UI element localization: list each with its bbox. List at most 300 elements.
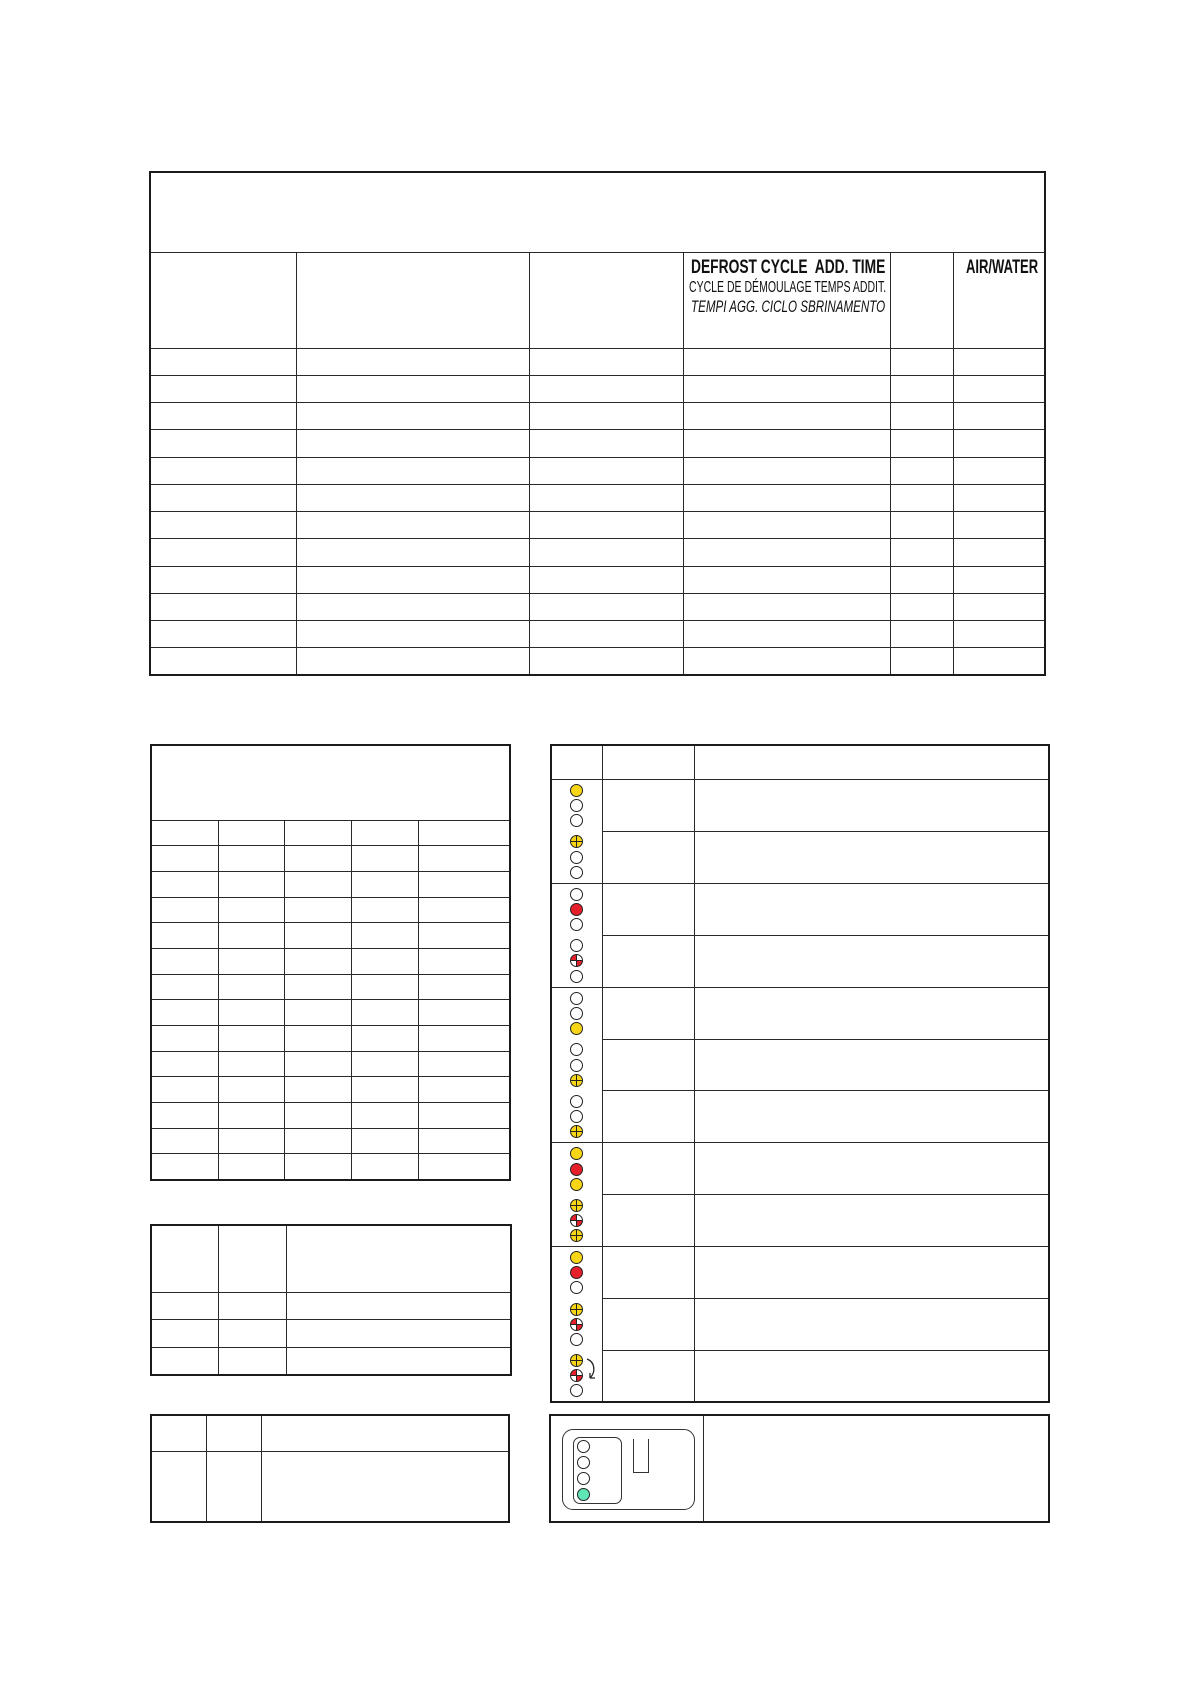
air-water-label: AIR/WATER (965, 256, 1038, 278)
defrost-time-table (149, 171, 1046, 676)
table-cell (151, 1128, 219, 1154)
table-cell (890, 539, 953, 566)
defrost-cycle-header-cell (683, 252, 890, 348)
table-cell (219, 948, 285, 974)
table-header-row (150, 252, 1045, 348)
table-cell (683, 512, 890, 539)
table-cell (285, 948, 352, 974)
table-row (150, 566, 1045, 593)
indicator-row (551, 1350, 1049, 1402)
table-cell (352, 974, 419, 1000)
air-water-header-cell (953, 252, 1045, 348)
table-cell (352, 948, 419, 974)
table-cell (419, 1026, 510, 1052)
table-cell (151, 1292, 219, 1320)
header-cell (287, 1225, 511, 1292)
table-cell (219, 1000, 285, 1026)
table-cell (151, 923, 219, 949)
table-cell (953, 512, 1045, 539)
table-cell (529, 403, 683, 430)
indicator-light-stack (552, 1299, 602, 1350)
parameter-table (150, 1224, 512, 1376)
defrost-title-it: TEMPI AGG. CICLO SBRINAMENTO (690, 296, 885, 316)
indicator-red-blinking-icon (570, 954, 583, 967)
indicator-row (551, 1299, 1049, 1351)
table-cell (352, 1077, 419, 1103)
table-cell (352, 923, 419, 949)
table-cell (890, 375, 953, 402)
table-cell (529, 539, 683, 566)
indicator-off-icon (570, 1059, 583, 1072)
air-water-header (954, 253, 1045, 348)
table-cell (683, 621, 890, 648)
table-cell (694, 1350, 1049, 1402)
table-cell (602, 780, 694, 832)
table-cell (285, 1154, 352, 1180)
indicator-yellow-blinking-icon (570, 1354, 583, 1367)
table-header-row (551, 745, 1049, 780)
table-cell (953, 621, 1045, 648)
table-cell (602, 1143, 694, 1195)
table-cell (219, 846, 285, 872)
table-cell (953, 348, 1045, 375)
indicator-red-blinking-icon (570, 1318, 583, 1331)
table-cell (419, 1154, 510, 1180)
indicator-red-icon (570, 903, 583, 916)
table-cell (890, 457, 953, 484)
table-cell (296, 621, 529, 648)
table-cell (219, 820, 285, 846)
table-cell (150, 484, 296, 511)
indicator-off-icon (577, 1456, 590, 1469)
table-cell (602, 1039, 694, 1091)
table-cell (703, 1415, 1049, 1522)
table-cell (285, 1103, 352, 1129)
table-cell (151, 1051, 219, 1077)
led-strip (573, 1437, 622, 1504)
table-row (151, 1026, 510, 1052)
table-cell (352, 1128, 419, 1154)
table-cell (694, 1091, 1049, 1143)
table-cell (419, 820, 510, 846)
table-cell (694, 780, 1049, 832)
alternating-arrow-icon (585, 1357, 597, 1381)
table-row (151, 1292, 511, 1320)
table-row (151, 1103, 510, 1129)
table-cell (419, 948, 510, 974)
slot-icon (633, 1439, 649, 1473)
indicator-off-icon (570, 992, 583, 1005)
table-cell (953, 593, 1045, 620)
option-table (150, 1414, 510, 1523)
table-row (550, 1415, 1049, 1522)
table-cell (953, 484, 1045, 511)
table-cell (285, 1077, 352, 1103)
indicator-light-group (552, 1143, 602, 1246)
indicator-light-group (552, 884, 602, 987)
indicator-yellow-blinking-icon (570, 835, 583, 848)
indicator-off-icon (570, 1007, 583, 1020)
table-cell (352, 1103, 419, 1129)
table-title-cell (150, 172, 1045, 252)
table-row (151, 820, 510, 846)
indicator-yellow-icon (570, 1178, 583, 1191)
table-cell (694, 1143, 1049, 1195)
table-cell (352, 1154, 419, 1180)
table-cell (602, 935, 694, 987)
table-cell (285, 897, 352, 923)
table-row (150, 593, 1045, 620)
table-cell (151, 871, 219, 897)
table-cell (296, 403, 529, 430)
table-cell (150, 430, 296, 457)
table-cell (890, 648, 953, 675)
air-water-label-box (966, 258, 1038, 278)
indicator-off-icon (570, 1095, 583, 1108)
indicator-red-icon (570, 1266, 583, 1279)
table-cell (953, 566, 1045, 593)
table-cell (151, 820, 219, 846)
indicator-light-group (552, 988, 602, 1143)
indicator-off-icon (570, 970, 583, 983)
table-cell (219, 1320, 287, 1348)
indicator-light-stack (552, 884, 602, 935)
indicator-row (551, 1091, 1049, 1143)
table-cell (150, 375, 296, 402)
table-cell (352, 1026, 419, 1052)
indicator-yellow-blinking-icon (570, 1074, 583, 1087)
table-cell (219, 923, 285, 949)
table-cell (262, 1451, 510, 1522)
indicator-light-stack (552, 1039, 602, 1091)
indicator-off-icon (570, 939, 583, 952)
table-cell (296, 484, 529, 511)
table-cell (419, 1128, 510, 1154)
indicator-light-stack (552, 831, 602, 882)
table-cell (529, 348, 683, 375)
indicator-off-icon (570, 866, 583, 879)
indicator-lights-cell (551, 1247, 602, 1403)
settings-table (150, 744, 511, 1181)
table-row (150, 348, 1045, 375)
table-cell (219, 974, 285, 1000)
header-cell (150, 252, 296, 348)
table-cell (296, 375, 529, 402)
indicator-light-group (552, 780, 602, 883)
indicator-light-group (552, 1247, 602, 1401)
table-cell (151, 1451, 207, 1522)
indicator-light-stack (552, 1350, 602, 1401)
control-panel-icon (562, 1429, 695, 1510)
table-cell (285, 820, 352, 846)
table-cell (419, 1103, 510, 1129)
table-cell (150, 403, 296, 430)
indicator-off-icon (577, 1440, 590, 1453)
table-cell (352, 897, 419, 923)
table-cell (352, 871, 419, 897)
table-cell (529, 621, 683, 648)
table-cell (352, 1000, 419, 1026)
indicator-off-icon (570, 851, 583, 864)
header-cell (296, 252, 529, 348)
table-cell (287, 1347, 511, 1375)
table-cell (151, 1103, 219, 1129)
table-cell (151, 1320, 219, 1348)
indicator-row (551, 1195, 1049, 1247)
table-cell (683, 484, 890, 511)
header-cell (262, 1415, 510, 1451)
table-cell (150, 539, 296, 566)
table-row (150, 539, 1045, 566)
table-header-row (151, 1225, 511, 1292)
table-cell (890, 430, 953, 457)
control-panel-table (549, 1414, 1050, 1523)
table-body (151, 1292, 511, 1375)
table-cell (529, 375, 683, 402)
defrost-title-fr-box (689, 279, 886, 297)
table-cell (694, 883, 1049, 935)
header-cell (151, 1415, 207, 1451)
table-cell (694, 987, 1049, 1039)
table-cell (683, 403, 890, 430)
table-cell (219, 1103, 285, 1129)
table-cell (151, 1347, 219, 1375)
indicator-yellow-blinking-icon (570, 1303, 583, 1316)
table-row (151, 1128, 510, 1154)
table-cell (285, 1128, 352, 1154)
table-cell (150, 348, 296, 375)
indicator-light-stack (552, 1195, 602, 1246)
table-cell (296, 566, 529, 593)
indicator-yellow-blinking-icon (570, 1199, 583, 1212)
defrost-title-en-box (691, 258, 885, 278)
table-cell (285, 923, 352, 949)
indicator-off-icon (570, 918, 583, 931)
indicator-row (551, 831, 1049, 883)
table-row (151, 1347, 511, 1375)
table-row (151, 1154, 510, 1180)
table-cell (694, 1039, 1049, 1091)
table-cell (602, 1091, 694, 1143)
table-cell (419, 1051, 510, 1077)
indicator-lights-cell (551, 883, 602, 987)
table-cell (694, 1195, 1049, 1247)
table-cell (529, 512, 683, 539)
table-cell (151, 974, 219, 1000)
table-header-row (151, 1415, 509, 1451)
indicator-row (551, 935, 1049, 987)
table-cell (151, 897, 219, 923)
header-cell (890, 252, 953, 348)
table-row (151, 846, 510, 872)
header-cell (551, 745, 602, 780)
table-row (150, 403, 1045, 430)
table-cell (683, 457, 890, 484)
table-row (151, 897, 510, 923)
indicator-light-stack (552, 988, 602, 1040)
table-cell (529, 593, 683, 620)
indicator-yellow-icon (570, 1251, 583, 1264)
indicator-yellow-icon (570, 1022, 583, 1035)
table-cell (419, 871, 510, 897)
table-cell (890, 512, 953, 539)
indicator-off-icon (577, 1472, 590, 1485)
table-cell (419, 1077, 510, 1103)
table-cell (529, 484, 683, 511)
indicator-light-stack (552, 1247, 602, 1298)
indicator-yellow-blinking-icon (570, 1125, 583, 1138)
indicator-off-icon (570, 1043, 583, 1056)
table-cell (150, 621, 296, 648)
header-cell (529, 252, 683, 348)
indicator-light-stack (552, 935, 602, 986)
table-cell (285, 974, 352, 1000)
indicator-off-icon (570, 1281, 583, 1294)
table-cell (419, 897, 510, 923)
table-cell (219, 897, 285, 923)
table-body (551, 780, 1049, 1403)
header-cell (151, 1225, 219, 1292)
table-cell (953, 375, 1045, 402)
indicator-off-icon (570, 888, 583, 901)
table-cell (953, 457, 1045, 484)
table-cell (285, 846, 352, 872)
indicator-row (551, 1039, 1049, 1091)
table-row (151, 1320, 511, 1348)
table-cell (683, 648, 890, 675)
indicator-red-blinking-icon (570, 1214, 583, 1227)
header-cell (602, 745, 694, 780)
table-cell (890, 484, 953, 511)
table-cell (352, 1051, 419, 1077)
table-cell (694, 935, 1049, 987)
table-cell (683, 348, 890, 375)
indicator-row (551, 780, 1049, 832)
header-cell (694, 745, 1049, 780)
table-cell (285, 1026, 352, 1052)
indicator-off-icon (570, 1333, 583, 1346)
table-cell (296, 457, 529, 484)
table-cell (890, 348, 953, 375)
table-cell (419, 846, 510, 872)
table-row (150, 621, 1045, 648)
table-cell (151, 948, 219, 974)
table-cell (285, 1051, 352, 1077)
table-cell (694, 831, 1049, 883)
table-cell (602, 1195, 694, 1247)
defrost-cycle-header (684, 253, 890, 348)
table-cell (151, 1000, 219, 1026)
table-row (150, 457, 1045, 484)
control-panel-cell (550, 1415, 704, 1522)
table-cell (602, 1299, 694, 1351)
table-cell (285, 871, 352, 897)
defrost-title-en: DEFROST CYCLE ADD. TIME (690, 256, 885, 278)
table-cell (219, 1292, 287, 1320)
table-cell (151, 1026, 219, 1052)
table-cell (683, 430, 890, 457)
table-cell (953, 648, 1045, 675)
table-cell (953, 403, 1045, 430)
indicator-yellow-icon (570, 784, 583, 797)
defrost-title-it-box (691, 298, 885, 317)
table-cell (419, 923, 510, 949)
table-cell (683, 566, 890, 593)
table-cell (419, 974, 510, 1000)
table-cell (694, 1299, 1049, 1351)
table-cell (683, 593, 890, 620)
table-cell (352, 820, 419, 846)
table-cell (529, 648, 683, 675)
table-cell (953, 430, 1045, 457)
table-cell (296, 430, 529, 457)
table-row (151, 871, 510, 897)
indicator-red-blinking-icon (570, 1369, 583, 1382)
indicator-yellow-blinking-icon (570, 1229, 583, 1242)
header-cell (207, 1415, 262, 1451)
table-cell (602, 1247, 694, 1299)
table-cell (890, 593, 953, 620)
table-row (151, 1451, 509, 1522)
table-cell (150, 566, 296, 593)
table-cell (352, 846, 419, 872)
table-cell (602, 1350, 694, 1402)
table-cell (150, 593, 296, 620)
indicator-red-icon (570, 1163, 583, 1176)
table-cell (287, 1292, 511, 1320)
indicator-light-stack (552, 780, 602, 831)
indicator-yellow-icon (570, 1147, 583, 1160)
table-row (150, 375, 1045, 402)
table-cell (287, 1320, 511, 1348)
table-cell (529, 566, 683, 593)
table-cell (890, 403, 953, 430)
table-row (150, 648, 1045, 675)
table-row (151, 974, 510, 1000)
table-title-cell (151, 745, 510, 820)
indicator-lights-cell (551, 1143, 602, 1247)
indicator-row (551, 1143, 1049, 1195)
table-cell (683, 375, 890, 402)
table-cell (890, 621, 953, 648)
table-row (150, 512, 1045, 539)
table-cell (296, 348, 529, 375)
indicator-off-icon (570, 1110, 583, 1123)
table-cell (151, 1077, 219, 1103)
table-title-row (150, 172, 1045, 252)
table-cell (219, 1154, 285, 1180)
table-cell (285, 1000, 352, 1026)
table-body (150, 348, 1045, 675)
table-cell (219, 1347, 287, 1375)
table-row (150, 430, 1045, 457)
table-row (151, 948, 510, 974)
table-cell (953, 539, 1045, 566)
table-row (151, 1077, 510, 1103)
table-cell (151, 1154, 219, 1180)
indicator-lights-table (550, 744, 1050, 1403)
indicator-row (551, 883, 1049, 935)
table-row (151, 1051, 510, 1077)
table-cell (150, 648, 296, 675)
table-row (151, 923, 510, 949)
table-cell (419, 1000, 510, 1026)
table-cell (150, 457, 296, 484)
table-cell (207, 1451, 262, 1522)
table-cell (602, 987, 694, 1039)
table-cell (890, 566, 953, 593)
table-cell (219, 1128, 285, 1154)
